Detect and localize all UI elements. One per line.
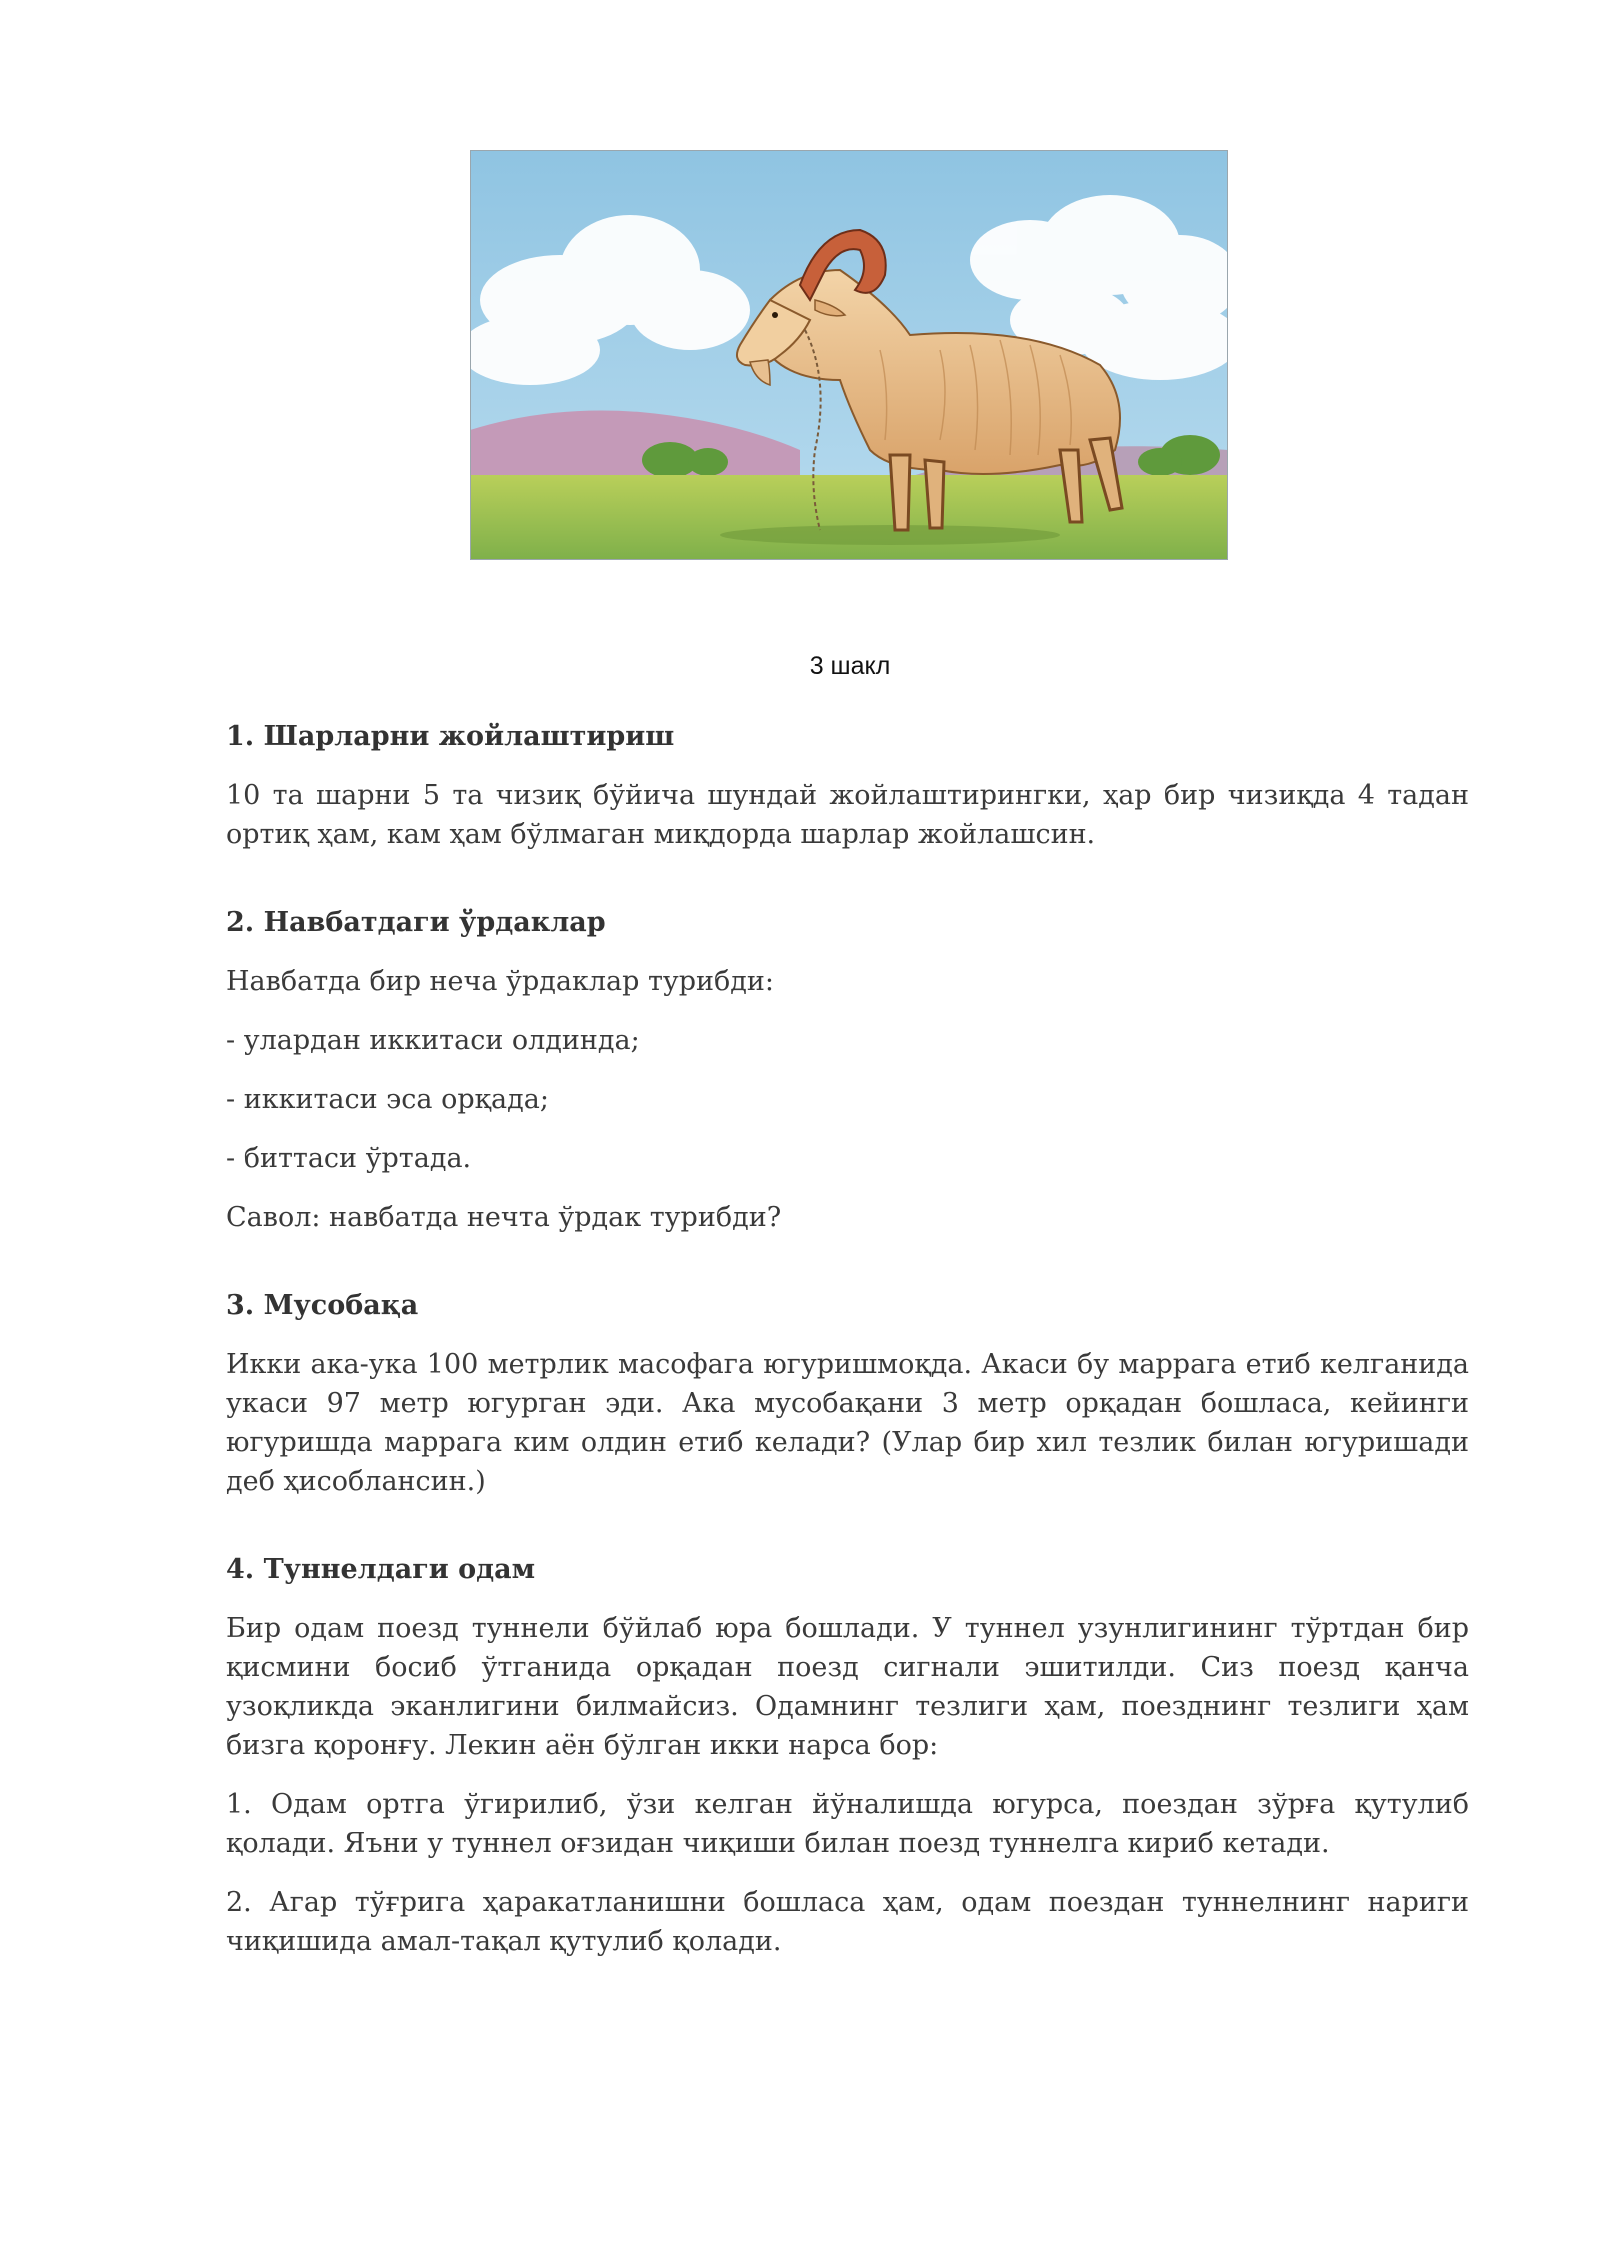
section-paragraph: Савол: навбатда нечта ўрдак турибди? [226, 1202, 782, 1233]
figure-caption: 3 шакл [809, 652, 891, 680]
section-title: 1. Шарларни жойлаштириш [226, 721, 675, 752]
section-ball-arrangement [226, 718, 1469, 854]
section-ducks-in-line [226, 904, 1469, 1237]
section-paragraph: 1. Одам ортга ўгирилиб, ўзи келган йўналишда югурса, поездан зўрға қутулиб қолади. Яъни у туннел оғзидан чиқиши билан поезд туннелга кириб кетади. [226, 1789, 1469, 1859]
section-title: 2. Навбатдаги ўрдаклар [226, 907, 606, 938]
section-paragraph: Икки ака-ука 100 метрлик масофага югуришмоқда. Акаси бу маррага етиб келганида укаси 97 метр югурган эди. Ака мусобақани 3 метр орқадан бошласа, кейинги югуришда маррага ким олдин етиб келади? (Улар бир хил тезлик билан югуришади деб ҳисоблансин.) [226, 1349, 1469, 1497]
section-paragraph: - иккитаси эса орқада; [226, 1084, 549, 1115]
section-paragraph: Бир одам поезд туннели бўйлаб юра бошлади. У туннел узунлигининг тўртдан бир қисмини босиб ўтганида орқадан поезд сигнали эшитилди. Сиз поезд қанча узоқликда эканлигини билмайсиз. Одамнинг тезлиги ҳам, поезднинг тезлиги ҳам бизга қоронғу. Лекин аён бўлган икки нарса бор: [226, 1613, 1469, 1761]
section-paragraph: - биттаси ўртада. [226, 1143, 472, 1174]
document-body [226, 718, 1469, 2011]
section-paragraph: Навбатда бир неча ўрдаклар турибди: [226, 966, 775, 997]
section-paragraph: - улардан иккитаси олдинда; [226, 1025, 640, 1056]
section-paragraph: 2. Агар тўғрига ҳаракатланишни бошласа ҳам, одам поездан туннелнинг нариги чиқишида амал-тақал қутулиб қолади. [226, 1887, 1469, 1957]
goat-illustration [470, 150, 1228, 560]
section-competition [226, 1287, 1469, 1501]
section-title: 4. Туннелдаги одам [226, 1554, 536, 1585]
section-paragraph: 10 та шарни 5 та чизиқ бўйича шундай жойлаштирингки, ҳар бир чизиқда 4 тадан ортиқ ҳам, кам ҳам бўлмаган миқдорда шарлар жойлашсин. [226, 780, 1469, 850]
section-man-in-tunnel [226, 1551, 1469, 1961]
section-title: 3. Мусобақа [226, 1290, 419, 1321]
